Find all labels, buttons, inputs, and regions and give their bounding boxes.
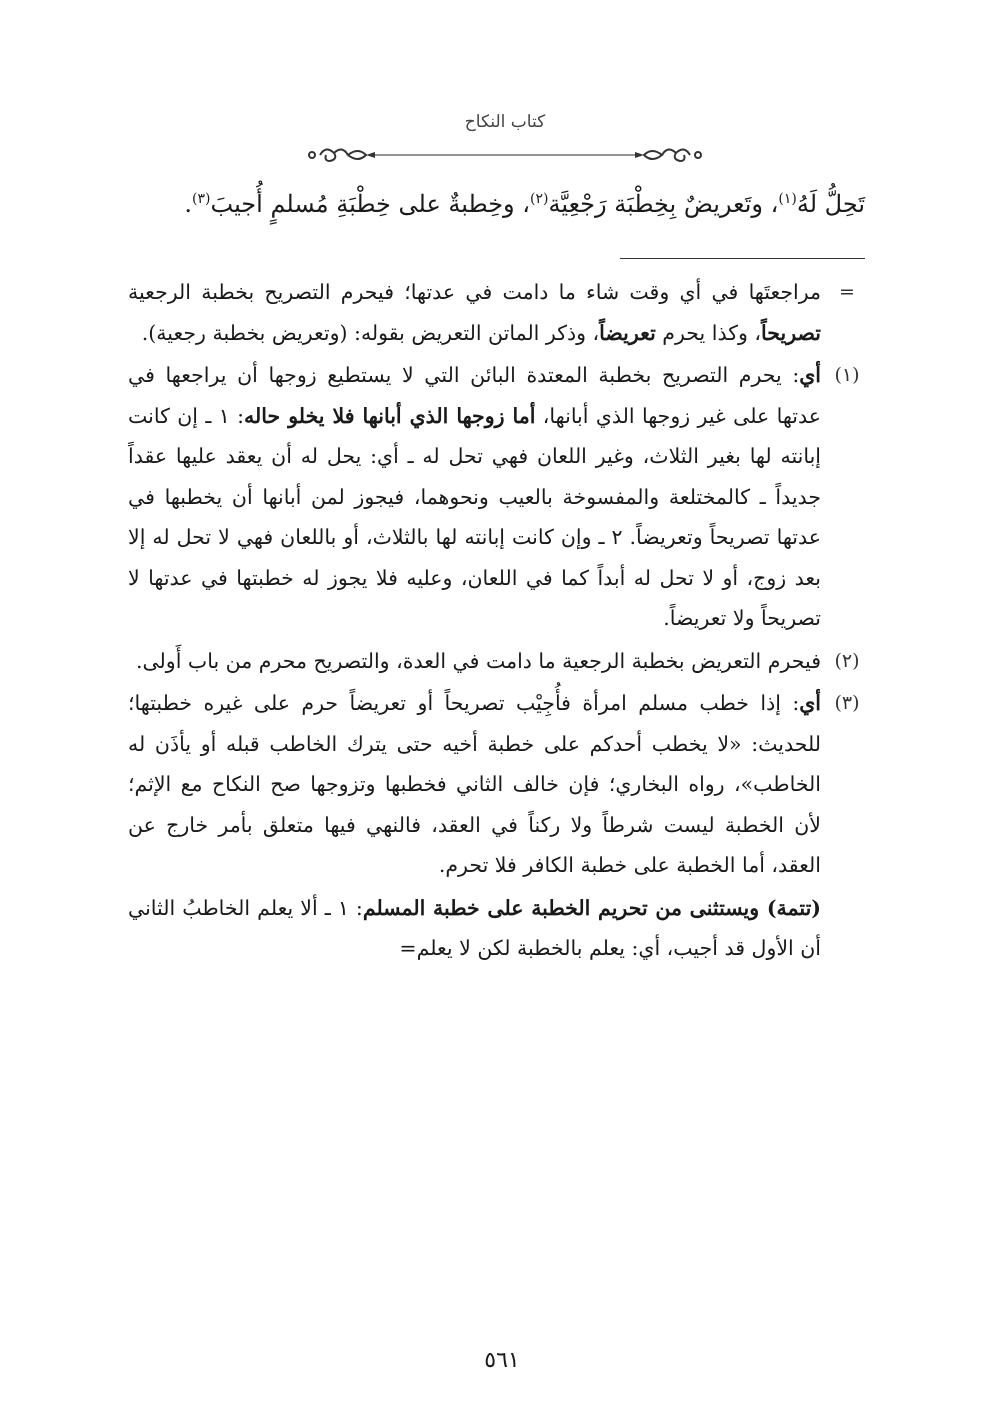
bold-run: تعريضاً <box>599 320 656 345</box>
footnote-text <box>128 272 821 353</box>
matn-phrase: تَحِلُّ لَهُ <box>796 190 865 218</box>
matn-text <box>140 182 865 226</box>
text-run: ، وكذا يحرم <box>655 320 762 345</box>
footnote-3 <box>128 683 873 886</box>
text-run: مراجعتَها في أي وقت شاء ما دامت في عدتها؛ فيحرم التصريح بخطبة الرجعية <box>128 280 821 304</box>
footnote-text: فيحرم التعريض بخطبة الرجعية ما دامت في العدة، والتصريح محرم من باب أَولى. <box>135 648 821 673</box>
matn-end: . <box>184 190 193 218</box>
bold-run: أما زوجها الذي أبانها فلا يخلو حاله <box>244 403 536 428</box>
footnote-text <box>128 355 821 639</box>
continuation-mark: = <box>839 281 855 303</box>
footnote-supplement <box>128 888 873 969</box>
footnote-2 <box>128 641 873 682</box>
text-run: : يحرم التصريح بخطبة المعتدة البائن التي لا يستطيع زوجها أن يراجعها في عدتها على غير زوجها الذي أبانها، <box>128 363 821 428</box>
bold-run: أي <box>799 691 821 715</box>
footnote-ref[interactable]: (٣) <box>192 191 211 207</box>
fleuron-divider-icon <box>300 140 710 170</box>
footnote-number: (٣) <box>834 692 860 714</box>
footnote-continuation <box>128 272 873 353</box>
running-header <box>300 112 710 172</box>
matn-phrase: ، وتَعريضٌ بِخِطْبَة رَجْعِيَّة <box>548 190 779 218</box>
footnote-number-empty <box>821 888 873 969</box>
footnote-text <box>128 888 821 969</box>
bold-run: أي <box>799 363 821 387</box>
footnote-number: (٢) <box>834 649 860 672</box>
bold-run: تصريحاً <box>761 320 821 345</box>
footnotes <box>128 272 873 971</box>
text-run: : ١ ـ إن كانت إبانته لها بغير الثلاث، وغير اللعان فهي تحل له ـ أي: يحل له أن يعقد عليها عقداً جديداً ـ كالمختلعة والمفسوخة بالعيب ونحوهما، فيجوز لمن أبانها أن يخطبها في عدتها تصريحاً وتعريضاً. ٢ ـ وإن كانت إبانته لها بالثلاث، أو باللعان فهي لا تحل له إلا بعد زوج، أو لا تحل له أبداً كما في اللعان، وعليه فلا يجوز له خطبتها في عدتها لا تصريحاً ولا تعريضاً. <box>128 403 821 630</box>
bold-run: (تتمة) ويستثنى من تحريم الخطبة على خطبة المسلم <box>362 895 821 920</box>
chapter-title: كتاب النكاح <box>464 112 546 132</box>
footnote-ref[interactable]: (١) <box>778 191 797 207</box>
footnote-text <box>128 683 821 886</box>
footnote-number: (١) <box>834 364 860 386</box>
page-number: ٥٦١ <box>484 1348 520 1373</box>
text-run: : ١ ـ ألا يعلم الخاطبُ الثاني أن الأول قد أجيب، أي: يعلم بالخطبة لكن لا يعلم= <box>128 895 821 960</box>
text-run: : إذا خطب مسلم امرأة فأُجِيْب تصريحاً أو تعريضاً حرم على غيره خطبتها؛ للحديث: «لا يخطب أحدكم على خطبة أخيه حتى يترك الخاطب قبله أو يأذَن له الخاطب»، رواه البخاري؛ فإن خالف الثاني فخطبها وتزوجها صح النكاح مع الإثم؛ لأن الخطبة ليست شرطاً ولا ركناً في العقد، فالنهي فيها متعلق بأمر خارج عن العقد، أما الخطبة على خطبة الكافر فلا تحرم. <box>128 691 821 877</box>
footnote-1 <box>128 355 873 639</box>
matn-phrase: ، وخِطبةٌ على خِطْبَةِ مُسلمٍ أُجيبَ <box>210 190 531 218</box>
footnote-divider <box>620 258 865 259</box>
text-run: ، وذكر الماتن التعريض بقوله: (وتعريض بخطبة رجعية). <box>141 320 600 345</box>
footnote-ref[interactable]: (٢) <box>530 191 549 207</box>
